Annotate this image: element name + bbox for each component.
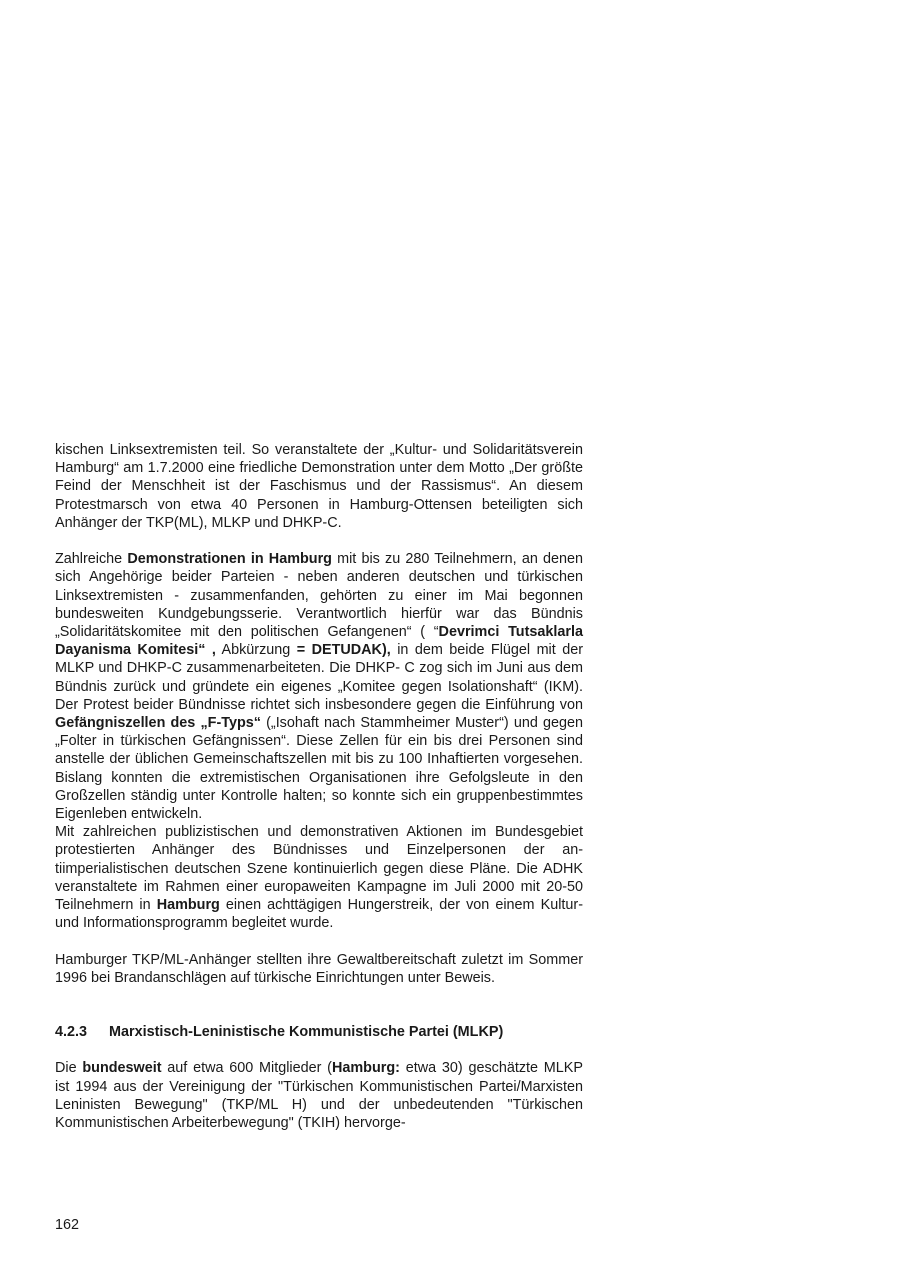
section-title: Marxistisch-Leninistische Kommunistische Partei (MLKP) [109,1024,504,1041]
section-spacer [55,987,583,1023]
paragraph-hungerstreik: Mit zahlreichen publizistischen und demonstrativen Aktionen im Bundesgebiet protestierten Anhänger des Bündnisses und Einzelpersonen der antiimperialistischen deutschen Szene kontinuierlich gegen diese Pläne. Die ADHK veranstaltete im Rahmen einer europaweiten Kampagne im Juli 2000 mit 20-50 Teilnehmern in Hamburg einen achttägigen Hungerstreik, der von einem Kultur- und Informationsprogramm begleitet wurde. [55,824,583,932]
paragraph-detudak: Zahlreiche Demonstrationen in Hamburg mit bis zu 280 Teilnehmern, an denen sich Angehörige beider Parteien - neben anderen deutschen und türkischen Linksextremisten - zusammenfanden, gehörten zu einer im Mai begonnen bundesweiten Kundgebungsserie. Verantwortlich hierfür war das Bündnis „Solidaritätskomitee mit den politischen Gefangenen“ ( “Devrimci Tutsaklarla Dayanisma Komitesi“ , Abkürzung = DETUDAK), in dem beide Flügel mit der MLKP und DHKP-C zusammenarbeiteten. Die DHKP- C zog sich im Juni aus dem Bündnis zurück und gründete ein eigenes „Komitee gegen Isolationshaft“ (IKM). Der Protest beider Bündnisse richtet sich insbesondere gegen die Einführung von Gefängniszellen des „F-Typs“ („Isohaft nach Stammheimer Muster“) und gegen „Folter in türkischen Gefängnissen“. Diese Zellen für ein bis drei Personen sind anstelle der üblichen Gemeinschaftszellen mit bis zu 100 Inhaftierten vorgesehen. Bislang konnten die extremistischen Organisationen ihre Gefolgsleute in den Großzellen ständig unter Kontrolle halten; so konnte sich ein gruppenbestimmtes Eigenleben entwickeln. [55,551,583,823]
bold-hamburg-label: Hamburg: [331,1060,400,1077]
bold-demonstrationen-hamburg: Demonstrationen in Hamburg [127,551,332,568]
bold-f-typ-zellen: Gefängniszellen des „F-Typs“ [55,715,261,732]
paragraph-spacer [55,932,583,950]
paragraph-mlkp-founding: Die bundesweit auf etwa 600 Mitglieder (Hamburg: etwa 30) geschätzte MLKP ist 1994 aus der Vereinigung der "Türkischen Kommunistischen Partei/Marxisten Leninisten Bewegung" (TKP/ML H) und der unbedeutenden "Türkischen Kommunistischen Arbeiterbewegung" (TKIH) hervorge- [55,1060,583,1132]
document-body [55,441,583,1132]
section-number: 4.2.3 [55,1024,88,1041]
bold-devrimci-tutsaklarla: Devrimci Tutsaklarla Dayanisma Komitesi“ , [55,624,583,659]
paragraph-spacer [55,532,583,550]
bold-bundesweit: bundesweit [82,1060,162,1077]
paragraph-spacer [55,1041,583,1059]
bold-hamburg: Hamburg [156,897,220,914]
paragraph-gewaltbereitschaft: Hamburger TKP/ML-Anhänger stellten ihre Gewaltbereitschaft zuletzt im Sommer 1996 bei Brandanschlägen auf türkische Einrichtungen unter Beweis. [55,951,583,986]
section-heading-mlkp [55,1023,583,1041]
paragraph-demonstration-ottensen: kischen Linksextremisten teil. So veranstaltete der „Kultur- und Solidaritätsverein Hamburg“ am 1.7.2000 eine friedliche Demonstration unter dem Motto „Der größte Feind der Menschheit ist der Faschismus und der Rassismus“. An diesem Protestmarsch von etwa 40 Personen in Hamburg-Ottensen beteiligten sich Anhänger der TKP(ML), MLKP und DHKP-C. [55,442,583,531]
bold-detudak: = DETUDAK), [296,642,391,659]
page-number: 162 [55,1217,80,1233]
